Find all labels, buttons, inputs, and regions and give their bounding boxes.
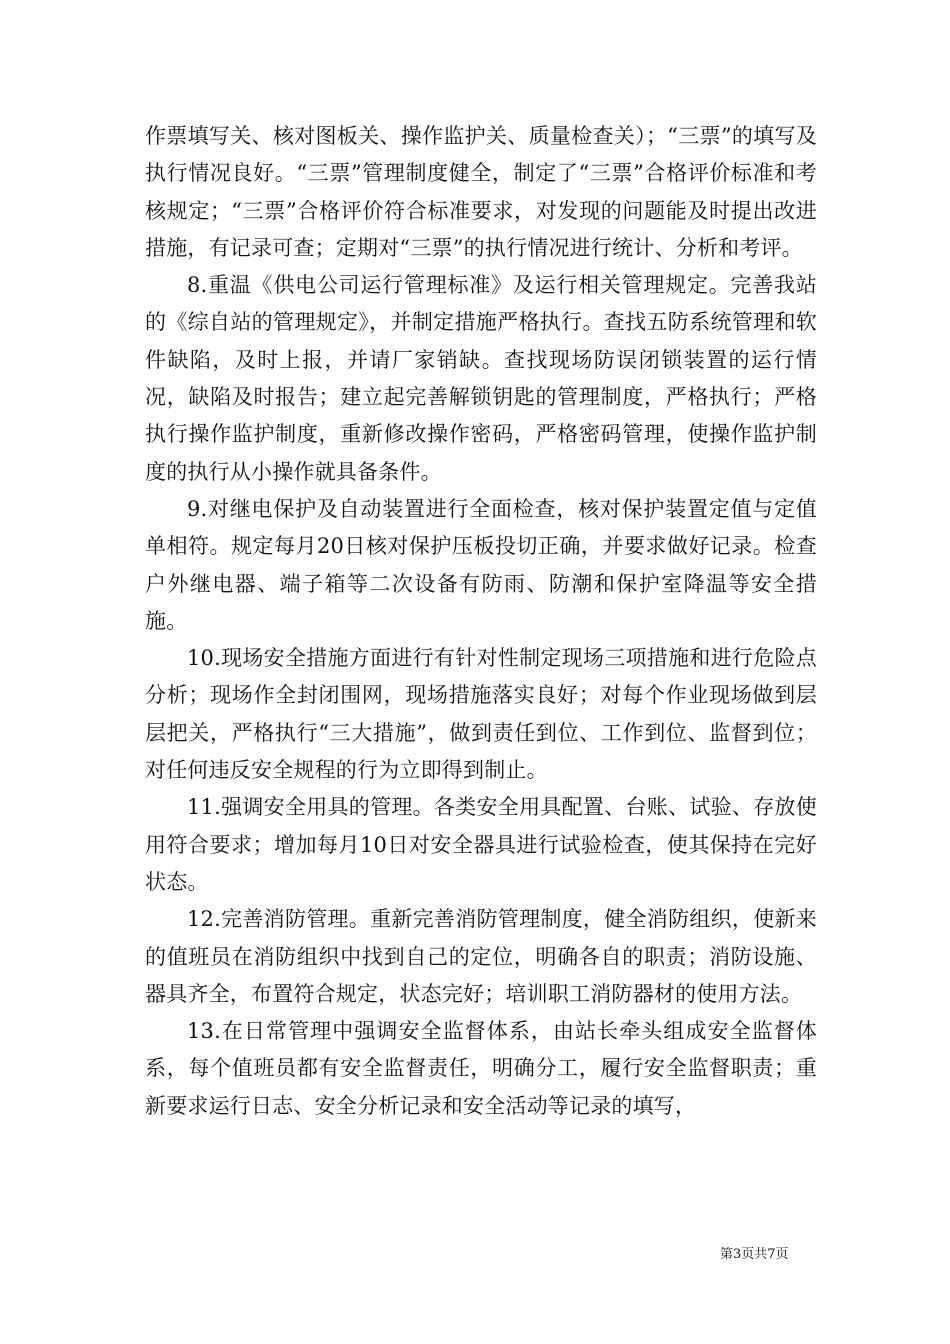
paragraph-item-13: 13.在日常管理中强调安全监督体系，由站长牵头组成安全监督体系，每个值班员都有安全监督责任，明确分工，履行安全监督职责；重新要求运行日志、安全分析记录和安全活动等记录的填写，	[145, 1019, 817, 1118]
document-body	[145, 118, 817, 1125]
paragraph-item-11: 11.强调安全用具的管理。各类安全用具配置、台账、试验、存放使用符合要求；增加每月10日对安全器具进行试验检查，使其保持在完好状态。	[145, 795, 817, 894]
paragraph-item-9: 9.对继电保护及自动装置进行全面检查，核对保护装置定值与定值单相符。规定每月20日核对保护压板投切正确，并要求做好记录。检查户外继电器、端子箱等二次设备有防雨、防潮和保护室降温等安全措施。	[145, 496, 817, 633]
page-number: 第3页共7页	[720, 1247, 789, 1262]
paragraph-item-12: 12.完善消防管理。重新完善消防管理制度，健全消防组织，使新来的值班员在消防组织中找到自己的定位，明确各自的职责；消防设施、器具齐全，布置符合规定，状态完好；培训职工消防器材的使用方法。	[145, 907, 817, 1006]
paragraph-item-10: 10.现场安全措施方面进行有针对性制定现场三项措施和进行危险点分析；现场作全封闭围网，现场措施落实良好；对每个作业现场做到层层把关，严格执行“三大措施”，做到责任到位、工作到位、监督到位；对任何违反安全规程的行为立即得到制止。	[145, 646, 817, 783]
paragraph-item-8: 8.重温《供电公司运行管理标准》及运行相关管理规定。完善我站的《综自站的管理规定》，并制定措施严格执行。查找五防系统管理和软件缺陷，及时上报，并请厂家销缺。查找现场防误闭锁装置的运行情况，缺陷及时报告；建立起完善解锁钥匙的管理制度，严格执行；严格执行操作监护制度，重新修改操作密码，严格密码管理，使操作监护制度的执行从小操作就具备条件。	[145, 273, 817, 484]
paragraph-continued: 作票填写关、核对图板关、操作监护关、质量检查关）；“三票”的填写及执行情况良好。“三票”管理制度健全，制定了“三票”合格评价标准和考核规定；“三票”合格评价符合标准要求，对发现的问题能及时提出改进措施，有记录可查；定期对“三票”的执行情况进行统计、分析和考评。	[145, 124, 817, 260]
